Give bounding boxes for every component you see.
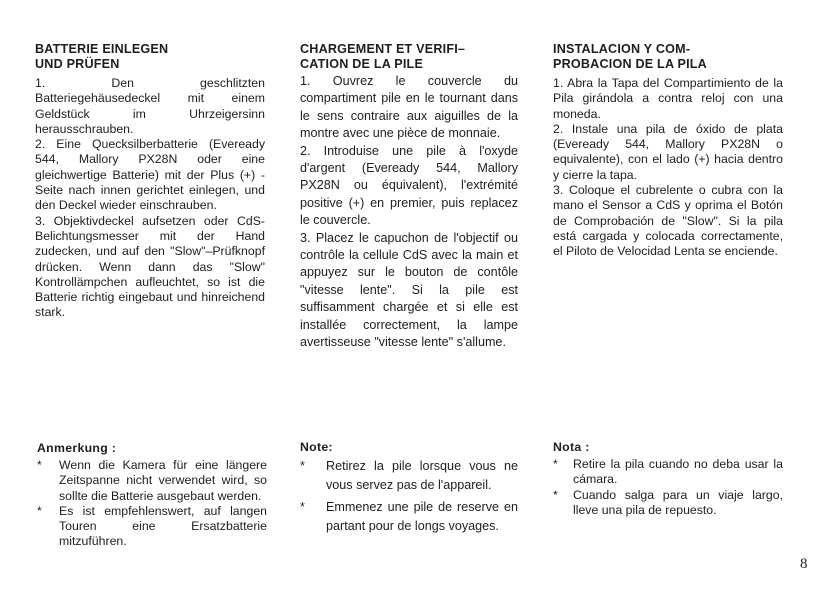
asterisk-icon: * [300, 459, 305, 473]
spanish-note-item: * Retire la pila cuando no deba usar la cámara. [553, 457, 783, 487]
french-heading: CHARGEMENT ET VERIFI– CATION DE LA PILE [300, 42, 466, 71]
asterisk-icon: * [37, 503, 42, 518]
french-section [300, 42, 518, 352]
german-note-item: * Es ist empfehlenswert, auf langen Touren eine Ersatzbatterie mitzuführen. [37, 503, 267, 549]
spanish-note [553, 440, 783, 518]
french-note [300, 440, 518, 539]
german-note-item: * Wenn die Kamera für eine längere Zeitspanne nicht verwendet wird, so sollte die Batterie ausgebaut werden. [37, 458, 267, 503]
asterisk-icon: * [553, 487, 558, 502]
german-heading: BATTERIE EINLEGEN UND PRÜFEN [35, 42, 169, 71]
german-step-3: 3. Objektivdeckel aufsetzen oder CdS-Belichtungsmesser mit der Hand zudecken, und auf den "Slow"–Prüfknopf drücken. Wenn dann das "Slow" Kontrollämpchen aufleuchtet, so ist die Batterie richtig eingebaut und hinreichend stark. [35, 213, 265, 320]
french-step-1: 1. Ouvrez le couvercle du compartiment pile en le tournant dans le sens contraire aux aiguilles de la montre avec une pièce de monnaie. [300, 74, 518, 141]
spanish-section [553, 42, 783, 260]
spanish-step-1: 1. Abra la Tapa del Compartimiento de la Pila girándola a contra reloj con una moneda. [553, 76, 783, 121]
asterisk-icon: * [300, 500, 305, 514]
german-step-1: 1. Den geschlitzten Batteriegehäusedeckel mit einem Geldstück im Uhrzeigersinn herausschrauben. [35, 76, 265, 136]
french-note-title: Note: [300, 440, 333, 454]
german-note-title: Anmerkung : [37, 441, 117, 455]
german-section [35, 42, 265, 321]
spanish-heading: INSTALACION Y COM- PROBACION DE LA PILA [553, 42, 707, 71]
french-note-item: * Emmenez une pile de reserve en partant pour de longs voyages. [300, 500, 518, 533]
french-note-item: * Retirez la pile lorsque vous ne vous servez pas de l'appareil. [300, 459, 518, 492]
spanish-step-2: 2. Instale una pila de óxido de plata (Eveready 544, Mallory PX28N o equivalente), con el lado (+) hacia dentro y cierre la tapa. [553, 121, 783, 182]
german-body [35, 76, 265, 321]
asterisk-icon: * [553, 457, 558, 471]
french-body [300, 73, 518, 352]
spanish-step-3: 3. Coloque el cubrelente o cubra con la mano el Sensor a CdS y oprima el Botón de Comprobación de "Slow". Si la pila está cargada y colocada correctamente, el Piloto de Velocidad Lenta se enciende. [553, 183, 783, 259]
spanish-body [553, 76, 783, 260]
spanish-note-item: * Cuando salga para un viaje largo, lleve una pila de repuesto. [553, 487, 783, 517]
page-number: 8 [800, 556, 808, 572]
german-step-2: 2. Eine Quecksilberbatterie (Eveready 544, Mallory PX28N oder eine gleichwertige Batterie) mit der Plus (+) -Seite nach innen gerichtet einlegen, und den Deckel wieder einschrauben. [35, 137, 265, 213]
asterisk-icon: * [37, 458, 42, 472]
french-step-3: 3. Placez le capuchon de l'objectif ou contrôle la cellule CdS avec la main et appuyez sur le bouton de contôle "vitesse lente". Si la pile est suffisamment chargée et si elle est installée correctement, la lampe avertisseuse "vitesse lente" s'allume. [300, 230, 518, 350]
german-note [37, 441, 267, 550]
spanish-note-title: Nota : [553, 440, 590, 454]
french-step-2: 2. Introduise une pile à l'oxyde d'argent (Eveready 544, Mallory PX28N ou équivalent), l'extrémité positive (+) en premier, puis replacez le couvercle. [300, 143, 518, 228]
